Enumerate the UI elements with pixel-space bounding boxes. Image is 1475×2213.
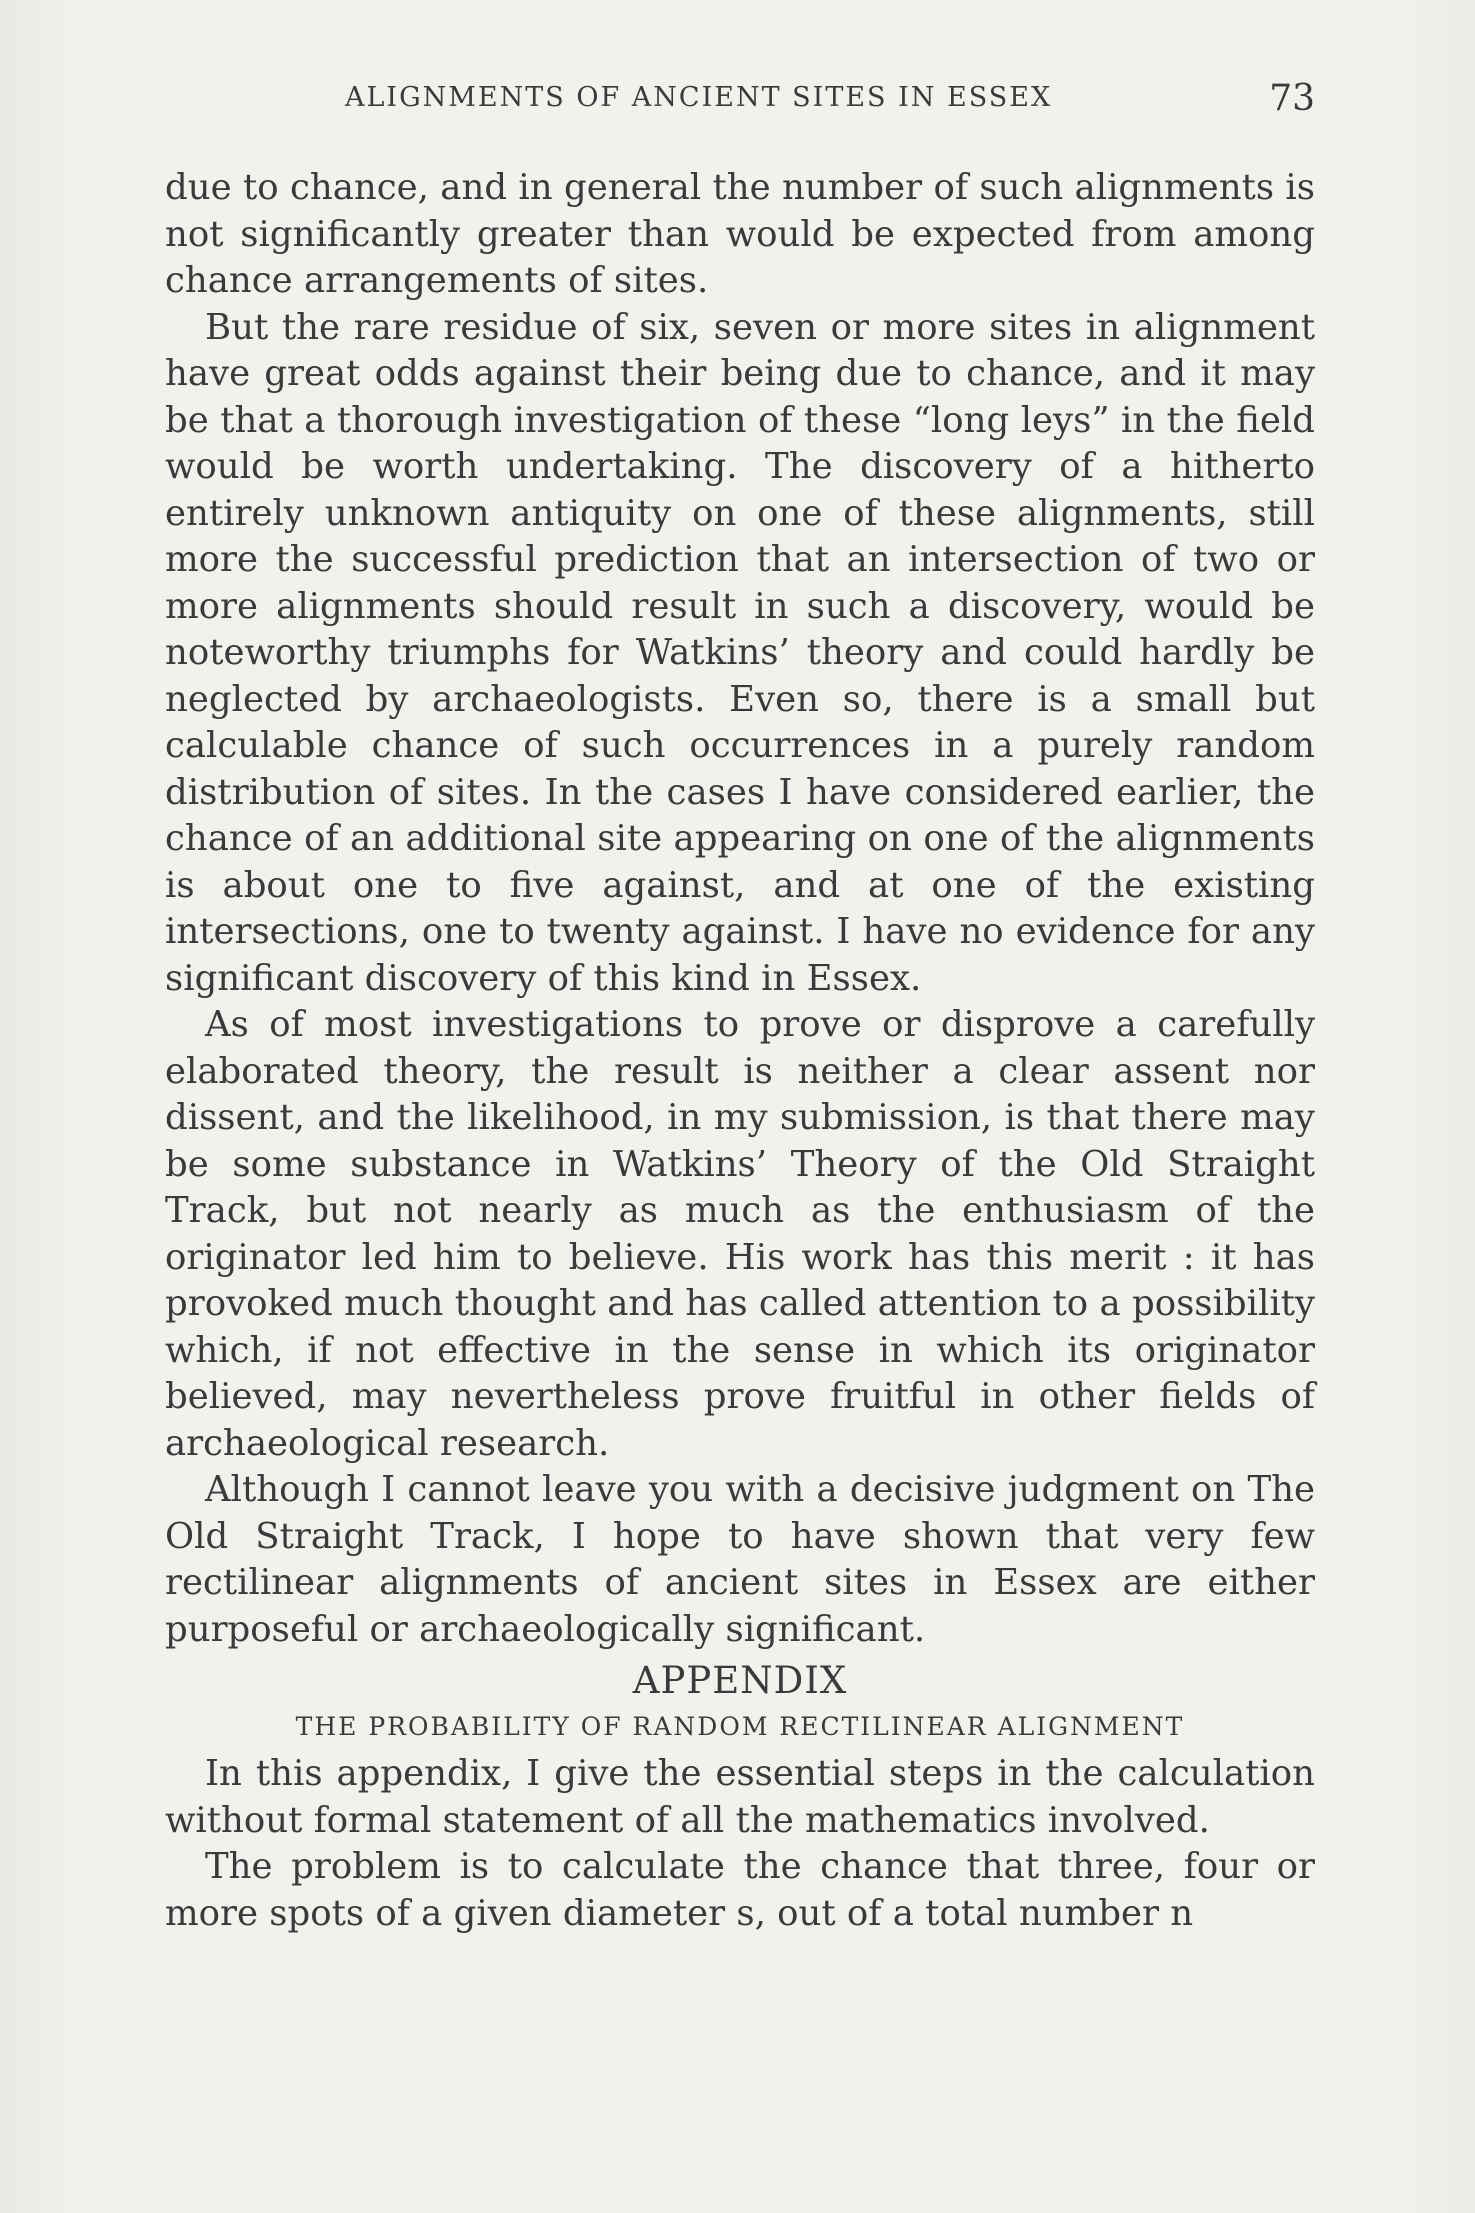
appendix-paragraph-problem: The problem is to calculate the chance that three, four or more spots of a given diameter s, out of a total number n xyxy=(165,1846,1315,1934)
running-title: ALIGNMENTS OF ANCIENT SITES IN ESSEX xyxy=(345,82,1053,113)
body-text xyxy=(165,165,1315,1937)
paragraph-long-leys: But the rare residue of six, seven or more sites in alignment have great odds against their being due to chance, and it may be that a thorough investigation of these “long leys” in the field would be worth undertaking. The discovery of a hitherto entirely unknown antiquity on one of these alignments, still more the successful prediction that an intersection of two or more alignments should result in such a discovery, would be noteworthy triumphs for Watkins’ theory and could hardly be neglected by archaeologists. Even so, there is a small but calculable chance of such occurrences in a purely random distribution of sites. In the cases I have considered earlier, the chance of an additional site appearing on one of the alignments is about one to five against, and at one of the existing intersections, one to twenty against. I have no evidence for any significant discovery of this kind in Essex. xyxy=(165,306,1315,999)
appendix-paragraph-intro: In this appendix, I give the essential steps in the calculation without formal statement of all the mathematics involved. xyxy=(165,1753,1315,1841)
paragraph-continued: due to chance, and in general the number of such alignments is not significantly greater than would be expected from among chance arrangements of sites. xyxy=(165,167,1315,301)
page-number: 73 xyxy=(1269,78,1315,119)
paragraph-closing-judgment: Although I cannot leave you with a decisive judgment on The Old Straight Track, I hope to have shown that very few rectilinear alignments of ancient sites in Essex are either purposeful or archaeologically significant. xyxy=(165,1469,1315,1650)
appendix-heading: APPENDIX xyxy=(632,1659,848,1702)
appendix-subheading: THE PROBABILITY OF RANDOM RECTILINEAR ALIGNMENT xyxy=(295,1712,1185,1741)
paragraph-conclusion-theory: As of most investigations to prove or disprove a carefully elaborated theory, the result is neither a clear assent nor dissent, and the likelihood, in my submission, is that there may be some substance in Watkins’ Theory of the Old Straight Track, but not nearly as much as the enthusiasm of the originator led him to believe. His work has this merit : it has provoked much thought and has called attention to a possibility which, if not effective in the sense in which its originator believed, may nevertheless prove fruitful in other fields of archaeological research. xyxy=(165,1004,1315,1464)
running-head xyxy=(165,78,1315,128)
